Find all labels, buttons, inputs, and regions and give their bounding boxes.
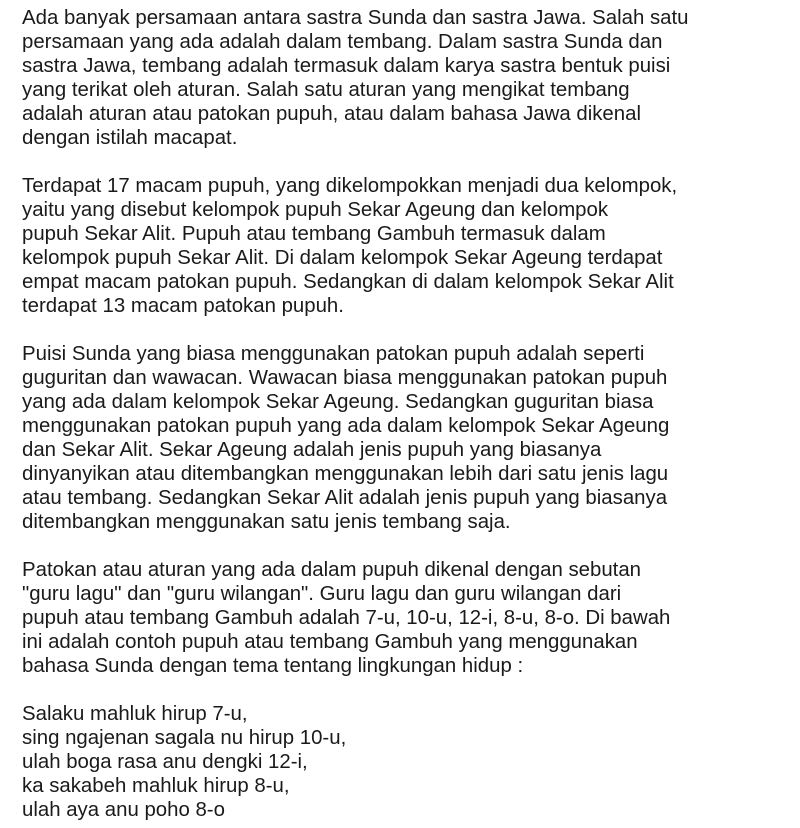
poem-line: Salaku mahluk hirup 7-u, xyxy=(22,703,248,725)
paragraph-sunda-poetry: Puisi Sunda yang biasa menggunakan patokan pupuh adalah seperti guguritan dan wawacan. Wawacan biasa menggunakan patokan pupuh yang ada dalam kelompok Sekar Ageung. Sedangkan guguritan biasa menggunakan patokan pupuh yang ada dalam kelompok Sekar Ageung dan Sekar Alit. Sekar Ageung adalah jenis pupuh yang biasanya dinyanyikan atau ditembangkan menggunakan lebih dari satu jenis lagu atau tembang. Sedangkan Sekar Alit adalah jenis pupuh yang biasanya ditembangkan menggunakan satu jenis tembang saja. xyxy=(22,343,670,533)
poem-line: ulah boga rasa anu dengki 12-i, xyxy=(22,751,308,773)
poem-line: ulah aya anu poho 8-o xyxy=(22,799,225,821)
poem-line: ka sakabeh mahluk hirup 8-u, xyxy=(22,775,290,797)
paragraph-intro: Ada banyak persamaan antara sastra Sunda dan sastra Jawa. Salah satu persamaan yang ada adalah dalam tembang. Dalam sastra Sunda dan sastra Jawa, tembang adalah termasuk dalam karya sastra bentuk puisi yang terikat oleh aturan. Salah satu aturan yang mengikat tembang adalah aturan atau patokan pupuh, atau dalam bahasa Jawa dikenal dengan istilah macapat. xyxy=(22,7,689,149)
poem-line: sing ngajenan sagala nu hirup 10-u, xyxy=(22,727,347,749)
document-body xyxy=(22,6,792,822)
paragraph-rules: Patokan atau aturan yang ada dalam pupuh dikenal dengan sebutan "guru lagu" dan "guru wilangan". Guru lagu dan guru wilangan dari pupuh atau tembang Gambuh adalah 7-u, 10-u, 12-i, 8-u, 8-o. Di bawah ini adalah contoh pupuh atau tembang Gambuh yang menggunakan bahasa Sunda dengan tema tentang lingkungan hidup : xyxy=(22,559,671,677)
paragraph-pupuh-groups: Terdapat 17 macam pupuh, yang dikelompokkan menjadi dua kelompok, yaitu yang disebut kelompok pupuh Sekar Ageung dan kelompok pupuh Sekar Alit. Pupuh atau tembang Gambuh termasuk dalam kelompok pupuh Sekar Alit. Di dalam kelompok Sekar Ageung terdapat empat macam patokan pupuh. Sedangkan di dalam kelompok Sekar Alit terdapat 13 macam patokan pupuh. xyxy=(22,175,678,317)
poem-gambuh xyxy=(22,702,792,822)
